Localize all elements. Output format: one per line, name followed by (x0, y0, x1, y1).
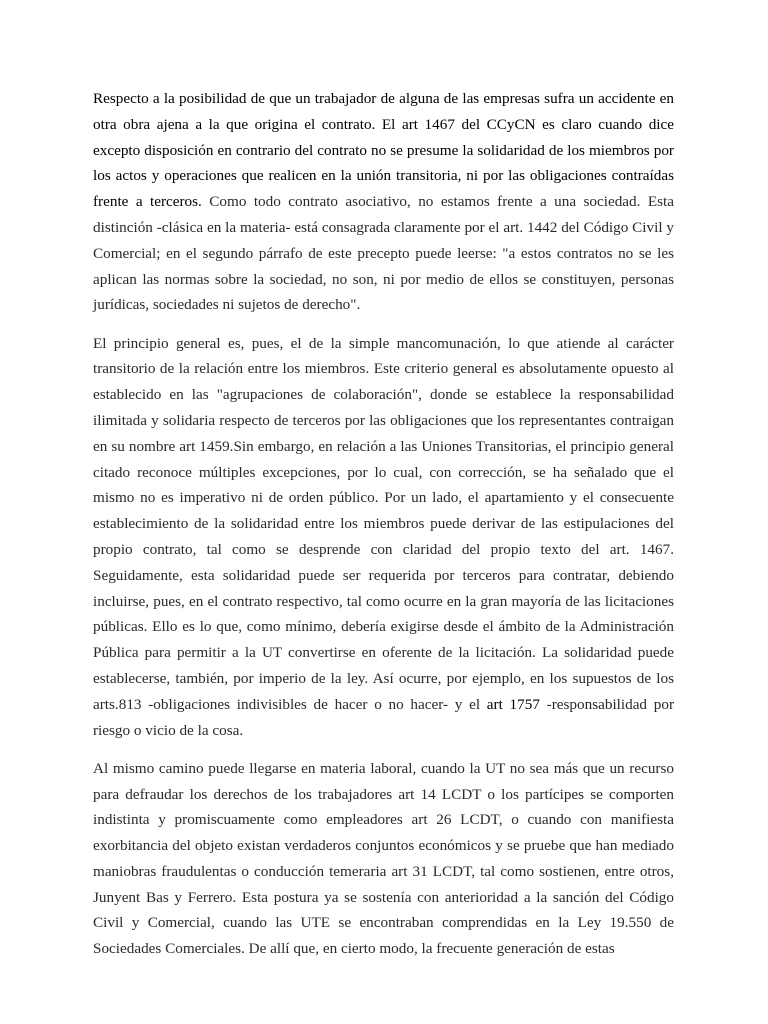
paragraph-1-segment-2: Como todo contrato asociativo, no estamos frente a una sociedad. Esta distinción -clásica en la materia- está consagrada claramente por el art. 1442 del Código Civil y Comercial; en el segundo párrafo de este precepto puede leerse: "a estos contratos no se les aplican las normas sobre la sociedad, no son, ni por medio de ellos se constituyen, personas jurídicas, sociedades ni sujetos de derecho". (93, 193, 674, 314)
paragraph-1-segment-1: Respecto a la posibilidad de que un trabajador de alguna de las empresas sufra un accidente en otra obra ajena a la que origina el contrato. El art 1467 del CCyCN es claro cuando dice excepto disposición en contrario del contrato no se presume la solidaridad de los miembros por los actos y operaciones que realicen en la unión transitoria, ni por las obligaciones contraídas frente a terceros. (93, 90, 674, 211)
paragraph-3-segment-1: Al mismo camino puede llegarse en materia laboral, cuando la UT no sea más que un recurso para defraudar los derechos de los trabajadores art 14 LCDT o los partícipes se comporten indistinta y promiscuamente como empleadores art 26 LCDT, o cuando con manifiesta exorbitancia del objeto existan verdaderos conjuntos económicos y se pruebe que han mediado maniobras fraudulentas o conducción temeraria art 31 LCDT, tal como sostienen, entre otros, Junyent Bas y Ferrero. Esta postura ya se sostenía con anterioridad a la sanción del Código Civil y Comercial, cuando las UTE se encontraban comprendidas en la Ley 19.550 de Sociedades Comerciales. De allí que, en cierto modo, la frecuente generación de estas (93, 759, 674, 958)
paragraph-2-segment-1: El principio general es, pues, el de la simple mancomunación, lo que atiende al carácter transitorio de la relación entre los miembros. Este criterio general es absolutamente opuesto al establecido en las "agrupaciones de colaboración", donde se establece la responsabilidad ilimitada y solidaria respecto de terceros por las obligaciones que los representantes contraigan en su nombre art 1459.Sin embargo, en relación a las Uniones Transitorias, el principio general citado reconoce múltiples excepciones, por lo cual, con corrección, se ha señalado que el mismo no es imperativo ni de orden público. Por un lado, el apartamiento y el consecuente establecimiento de la solidaridad entre los miembros puede derivar de las estipulaciones del propio contrato, tal como se desprende con claridad del propio texto del art. 1467. Seguidamente, esta solidaridad puede ser requerida por terceros para contratar, debiendo incluirse, pues, en el contrato respectivo, tal como ocurre en la gran mayoría de las licitaciones públicas. Ello es lo que, como mínimo, debería exigirse desde el ámbito de la Administración Pública para permitir a la UT convertirse en oferente de la licitación. La solidaridad puede establecerse, también, por imperio de la ley. Así ocurre, por ejemplo, en los supuestos de los arts.813 -obligaciones indivisibles de hacer o no hacer- y el (93, 334, 674, 713)
paragraph-2-segment-3: -responsabilidad por riesgo o vicio de la cosa. (93, 695, 674, 739)
paragraph-2-article-reference: art 1757 (486, 695, 540, 713)
paragraph-2 (93, 331, 674, 744)
paragraph-1 (93, 86, 674, 318)
paragraph-3 (93, 756, 674, 962)
document-page (93, 86, 674, 974)
